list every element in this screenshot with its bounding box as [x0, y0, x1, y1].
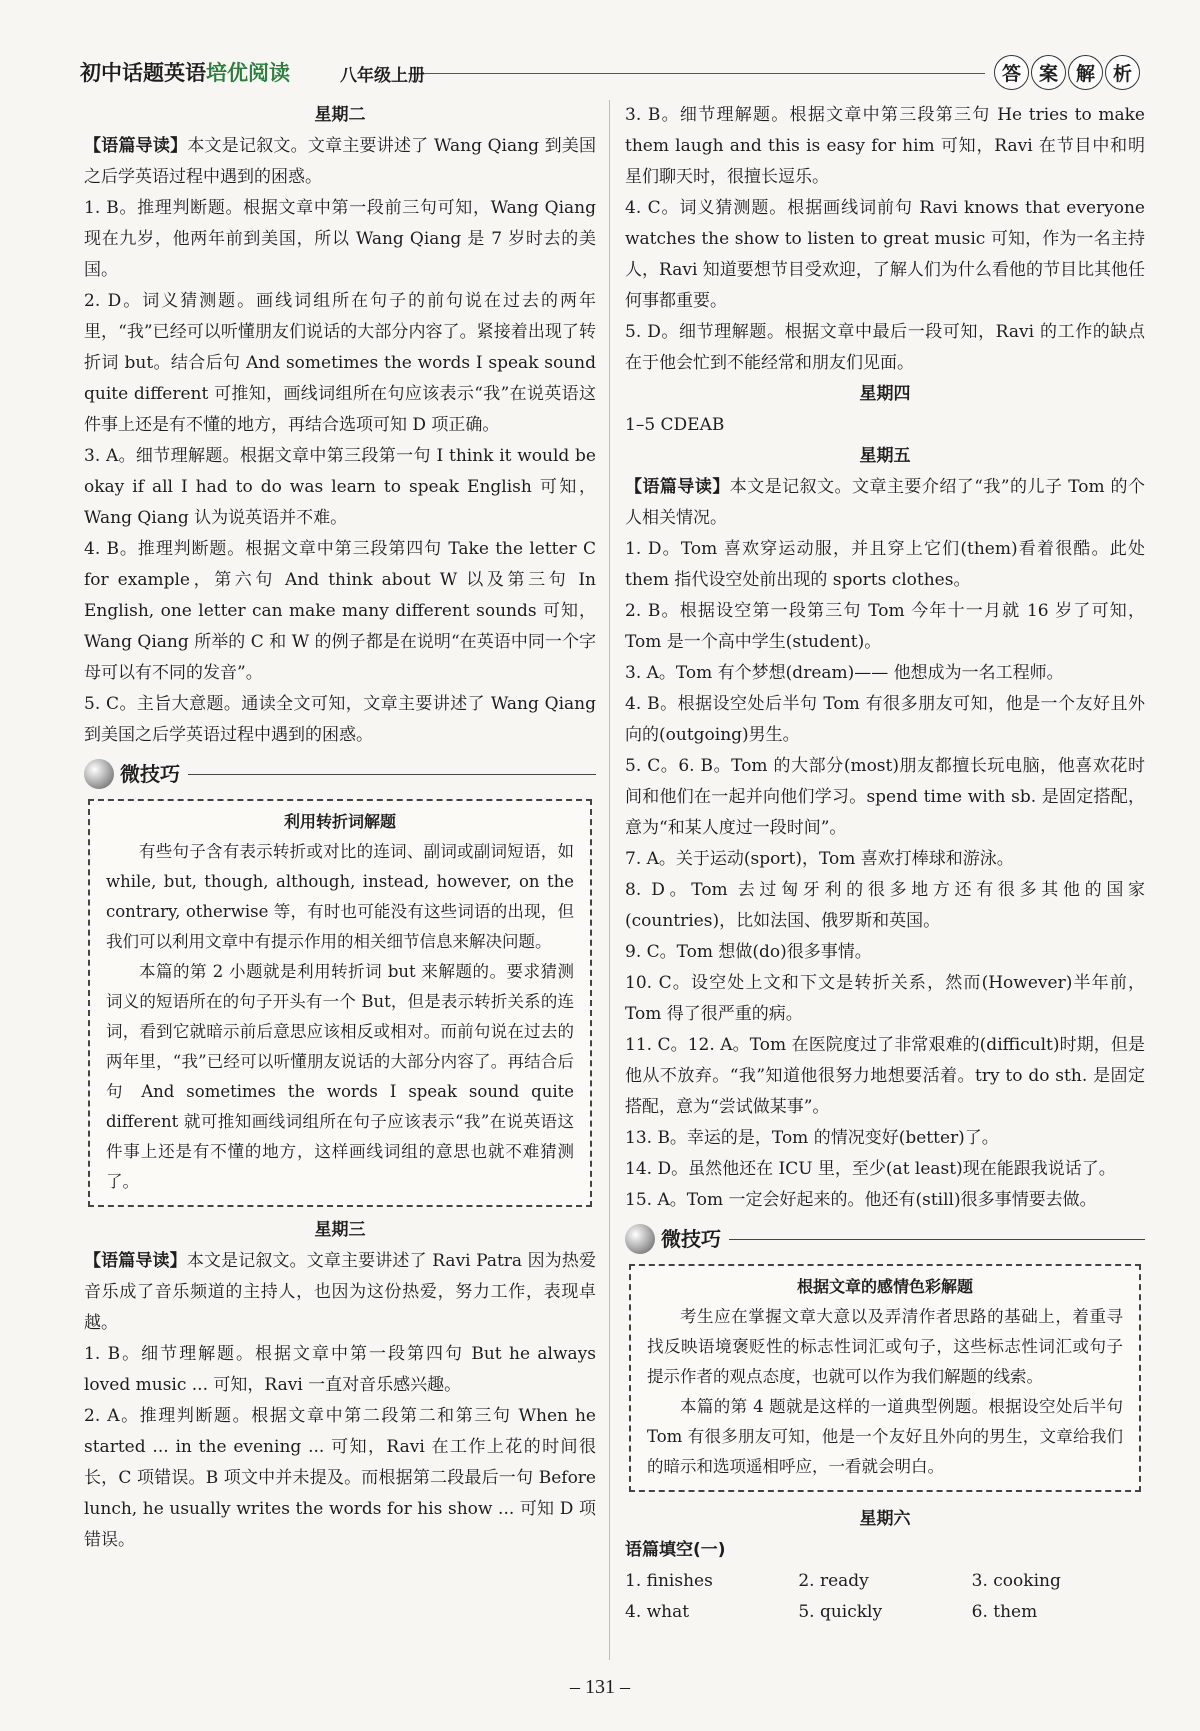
- answer-item: 4. B。推理判断题。根据文章中第三段第四句 Take the letter C for example，第六句 And think about W 以及第三句 In English, one letter can make many different sounds 可知，Wang Qiang 所举的 C 和 W 的例子都是在说明“在英语中同一个字母可以有不同的发音”。: [84, 539, 596, 683]
- book-title-highlight: 培优阅读: [206, 61, 290, 85]
- answer-item: 1. B。细节理解题。根据文章中第一段第四句 But he always loved music ... 可知，Ravi 一直对音乐感兴趣。: [84, 1344, 596, 1395]
- badge-jie: 解: [1068, 55, 1103, 90]
- tip-ball-icon: [625, 1224, 655, 1254]
- book-title: [80, 57, 290, 87]
- day-wednesday: 星期三: [314, 1220, 366, 1240]
- book-title-prefix: 初中话题英语: [80, 61, 206, 85]
- header-rule: [425, 73, 985, 74]
- cloze-answer: 6. them: [971, 1602, 1038, 1622]
- tip-box: [88, 799, 592, 1207]
- badge-an: 案: [1031, 55, 1066, 90]
- tip-title: 利用转折词解题: [283, 812, 396, 831]
- cloze-subtitle: 语篇填空(一): [625, 1540, 726, 1560]
- cloze-answer: 3. cooking: [971, 1571, 1061, 1591]
- guide-tag: 【语篇导读】: [625, 477, 730, 497]
- answer-item: 13. B。幸运的是，Tom 的情况变好(better)了。: [625, 1128, 999, 1148]
- tip-rule: [188, 774, 596, 775]
- guide-tag: 【语篇导读】: [84, 1251, 187, 1271]
- guide-tag: 【语篇导读】: [84, 136, 188, 156]
- answer-item: 15. A。Tom 一定会好起来的。他还有(still)很多事情要去做。: [625, 1190, 1097, 1210]
- tip-label: 微技巧: [120, 761, 180, 786]
- tip-label: 微技巧: [661, 1226, 721, 1251]
- cloze-answer: 1. finishes: [625, 1571, 713, 1591]
- cloze-answer: 4. what: [625, 1602, 690, 1622]
- badge-xi: 析: [1105, 55, 1140, 90]
- tip-paragraph: 本篇的第 4 题就是这样的一道典型例题。根据设空处后半句 Tom 有很多朋友可知，他是一个友好且外向的男生，文章给我们的暗示和选项遥相呼应，一看就会明白。: [647, 1397, 1123, 1476]
- tip-rule: [729, 1239, 1145, 1240]
- tip-heading: [84, 757, 596, 791]
- reading-guide-wed: [84, 1246, 596, 1339]
- column-divider: [609, 100, 610, 1660]
- thursday-answers: 1–5 CDEAB: [625, 415, 725, 435]
- answer-item: 9. C。Tom 想做(do)很多事情。: [625, 942, 872, 962]
- answer-item: 3. B。细节理解题。根据文章中第三段第三句 He tries to make them laugh and this is easy for him 可知，Ravi 在节目中和明星们聊天时，很擅长逗乐。: [625, 105, 1145, 187]
- tip-heading: [625, 1222, 1145, 1256]
- right-column: [625, 100, 1145, 1628]
- tip-paragraph: 本篇的第 2 小题就是利用转折词 but 来解题的。要求猜测词义的短语所在的句子开头有一个 But，但是表示转折关系的连词，看到它就暗示前后意思应该相反或相对。而前句说在过去的两年里，“我”已经可以听懂朋友说话的大部分内容了。再结合后句 And sometimes the words I speak sound quite different 就可推知画线词组所在句子应该表示“我”在说英语这件事上还是有不懂的地方，这样画线词组的意思也就不难猜测了。: [106, 962, 574, 1191]
- answer-item: 2. A。推理判断题。根据文章中第二段第二和第三句 When he started ... in the evening ... 可知，Ravi 在工作上花的时间很长，C 项错误。B 项文中并未提及。而根据第二段最后一句 Before lunch, he usually writes the words for his show ... 可知 D 项错误。: [84, 1406, 596, 1550]
- day-saturday: 星期六: [859, 1509, 911, 1529]
- answer-item: 14. D。虽然他还在 ICU 里，至少(at least)现在能跟我说话了。: [625, 1159, 1116, 1179]
- answer-item: 2. D。词义猜测题。画线词组所在句子的前句说在过去的两年里，“我”已经可以听懂朋友们说话的大部分内容了。紧接着出现了转折词 but。结合后句 And sometimes the words I speak sound quite different 可推知，画线词组所在句应该表示“我”在说英语这件事上还是有不懂的地方，再结合选项可知 D 项正确。: [84, 291, 596, 435]
- cloze-answer: 5. quickly: [798, 1602, 883, 1622]
- tip-title: 根据文章的感情色彩解题: [796, 1277, 973, 1296]
- grade-label: 八年级上册: [340, 66, 425, 86]
- tip-box: [629, 1264, 1141, 1492]
- day-thursday: 星期四: [859, 384, 911, 404]
- tip-ball-icon: [84, 759, 114, 789]
- badge-da: 答: [994, 55, 1029, 90]
- cloze-answer: 2. ready: [798, 1571, 869, 1591]
- page-header: [80, 55, 1140, 95]
- answer-item: 4. C。词义猜测题。根据画线词前句 Ravi knows that everyone watches the show to listen to great music 可知，作为一名主持人，Ravi 知道要想节目受欢迎，了解人们为什么看他的节目比其他任何事都重要。: [625, 198, 1145, 311]
- answer-item: 7. A。关于运动(sport)，Tom 喜欢打棒球和游泳。: [625, 849, 1014, 869]
- reading-guide-fri: [625, 472, 1145, 534]
- left-column: [84, 100, 596, 1556]
- page-number: – 131 –: [570, 1676, 630, 1698]
- cloze-answers: [625, 1566, 1145, 1628]
- answer-item: 1. D。Tom 喜欢穿运动服，并且穿上它们(them)看着很酷。此处 them 指代设空处前出现的 sports clothes。: [625, 539, 1145, 590]
- answer-item: 10. C。设空处上文和下文是转折关系，然而(However)半年前，Tom 得了很严重的病。: [625, 973, 1145, 1024]
- reading-guide-tue: [84, 131, 596, 193]
- answer-badges: [994, 55, 1140, 90]
- answer-item: 3. A。Tom 有个梦想(dream)—— 他想成为一名工程师。: [625, 663, 1064, 683]
- answer-item: 2. B。根据设空第一段第三句 Tom 今年十一月就 16 岁了可知，Tom 是一个高中学生(student)。: [625, 601, 1145, 652]
- answer-item: 11. C。12. A。Tom 在医院度过了非常艰难的(difficult)时期，但是他从不放弃。“我”知道他很努力地想要活着。try to do sth. 是固定搭配，意为“尝试做某事”。: [625, 1035, 1145, 1117]
- guide-text: 本文是记叙文。文章主要介绍了“我”的儿子 Tom 的个人相关情况。: [625, 477, 1145, 528]
- day-tuesday: 星期二: [314, 105, 366, 125]
- day-friday: 星期五: [859, 446, 911, 466]
- tip-paragraph: 考生应在掌握文章大意以及弄清作者思路的基础上，着重寻找反映语境褒贬性的标志性词汇或句子，这些标志性词汇或句子提示作者的观点态度，也就可以作为我们解题的线索。: [647, 1307, 1123, 1386]
- guide-text: 本文是记叙文。文章主要讲述了 Ravi Patra 因为热爱音乐成了音乐频道的主持人，也因为这份热爱，努力工作，表现卓越。: [84, 1251, 596, 1333]
- answer-item: 5. D。细节理解题。根据文章中最后一段可知，Ravi 的工作的缺点在于他会忙到不能经常和朋友们见面。: [625, 322, 1145, 373]
- answer-item: 1. B。推理判断题。根据文章中第一段前三句可知，Wang Qiang 现在九岁，他两年前到美国，所以 Wang Qiang 是 7 岁时去的美国。: [84, 198, 596, 280]
- answer-item: 3. A。细节理解题。根据文章中第三段第一句 I think it would be okay if all I had to do was learn to speak English 可知，Wang Qiang 认为说英语并不难。: [84, 446, 596, 528]
- answer-item: 5. C。6. B。Tom 的大部分(most)朋友都擅长玩电脑，他喜欢花时间和他们在一起并向他们学习。spend time with sb. 是固定搭配，意为“和某人度过一段时间”。: [625, 756, 1145, 838]
- tip-paragraph: 有些句子含有表示转折或对比的连词、副词或副词短语，如 while, but, though, although, instead, however, on the contrary, otherwise 等，有时也可能没有这些词语的出现，但我们可以利用文章中有提示作用的相关细节信息来解决问题。: [106, 842, 574, 951]
- answer-item: 4. B。根据设空处后半句 Tom 有很多朋友可知，他是一个友好且外向的(outgoing)男生。: [625, 694, 1145, 745]
- answer-item: 5. C。主旨大意题。通读全文可知，文章主要讲述了 Wang Qiang 到美国之后学英语过程中遇到的困惑。: [84, 694, 596, 745]
- answer-item: 8. D。Tom 去过匈牙利的很多地方还有很多其他的国家(countries)，比如法国、俄罗斯和英国。: [625, 880, 1145, 931]
- guide-text: 本文是记叙文。文章主要讲述了 Wang Qiang 到美国之后学英语过程中遇到的困惑。: [84, 136, 597, 187]
